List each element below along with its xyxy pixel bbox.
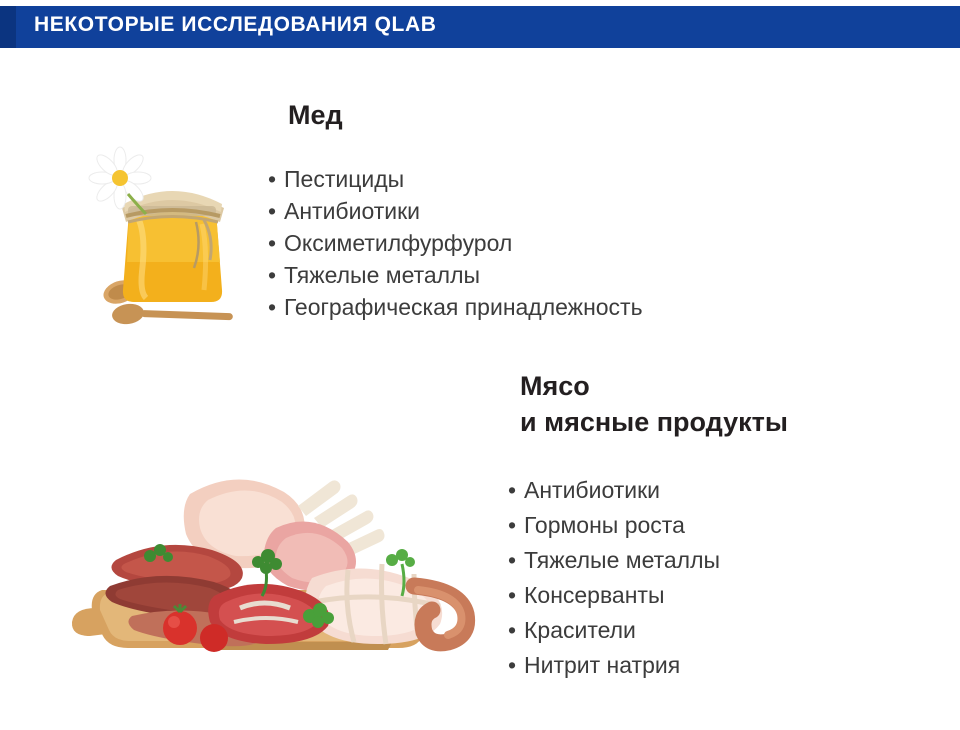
list-item-label: Нитрит натрия: [524, 652, 681, 678]
list-item: [508, 578, 720, 613]
list-item: [508, 508, 720, 543]
list-item-label: Антибиотики: [284, 198, 421, 224]
bullet-icon: •: [508, 652, 517, 678]
list-item-label: Оксиметилфурфурол: [284, 230, 513, 256]
list-item-label: Антибиотики: [524, 477, 661, 503]
bullet-icon: •: [268, 166, 277, 192]
bullet-icon: •: [268, 198, 277, 224]
list-item-label: Тяжелые металлы: [524, 547, 721, 573]
bullet-icon: •: [268, 294, 277, 320]
bullet-icon: •: [268, 230, 277, 256]
page-title: НЕКОТОРЫЕ ИССЛЕДОВАНИЯ QLAB: [34, 13, 437, 36]
list-item-label: Географическая принадлежность: [284, 294, 643, 320]
meat-title-line2: и мясные продукты: [520, 407, 788, 437]
bullet-icon: •: [508, 617, 517, 643]
list-item-label: Гормоны роста: [524, 512, 685, 538]
list-item: [508, 543, 720, 578]
bullet-icon: •: [508, 512, 517, 538]
honey-analysis-list: [268, 163, 643, 323]
list-item-label: Красители: [524, 617, 636, 643]
bullet-icon: •: [508, 477, 517, 503]
honey-section-title: Мед: [288, 100, 343, 130]
list-item-label: Пестициды: [284, 166, 405, 192]
meat-section-title: [520, 368, 788, 440]
list-item: [268, 259, 643, 291]
list-item: [508, 613, 720, 648]
meat-analysis-list: [508, 473, 720, 683]
bullet-icon: •: [508, 547, 517, 573]
meat-platter-image: [62, 410, 482, 675]
honey-jar-image: [84, 142, 259, 327]
list-item: [268, 163, 643, 195]
list-item: [508, 648, 720, 683]
list-item: [268, 195, 643, 227]
list-item-label: Консерванты: [524, 582, 665, 608]
bullet-icon: •: [508, 582, 517, 608]
meat-title-line1: Мясо: [520, 371, 590, 401]
bullet-icon: •: [268, 262, 277, 288]
list-item: [268, 227, 643, 259]
list-item: [508, 473, 720, 508]
list-item: [268, 291, 643, 323]
list-item-label: Тяжелые металлы: [284, 262, 481, 288]
header-accent-block: [0, 6, 16, 48]
